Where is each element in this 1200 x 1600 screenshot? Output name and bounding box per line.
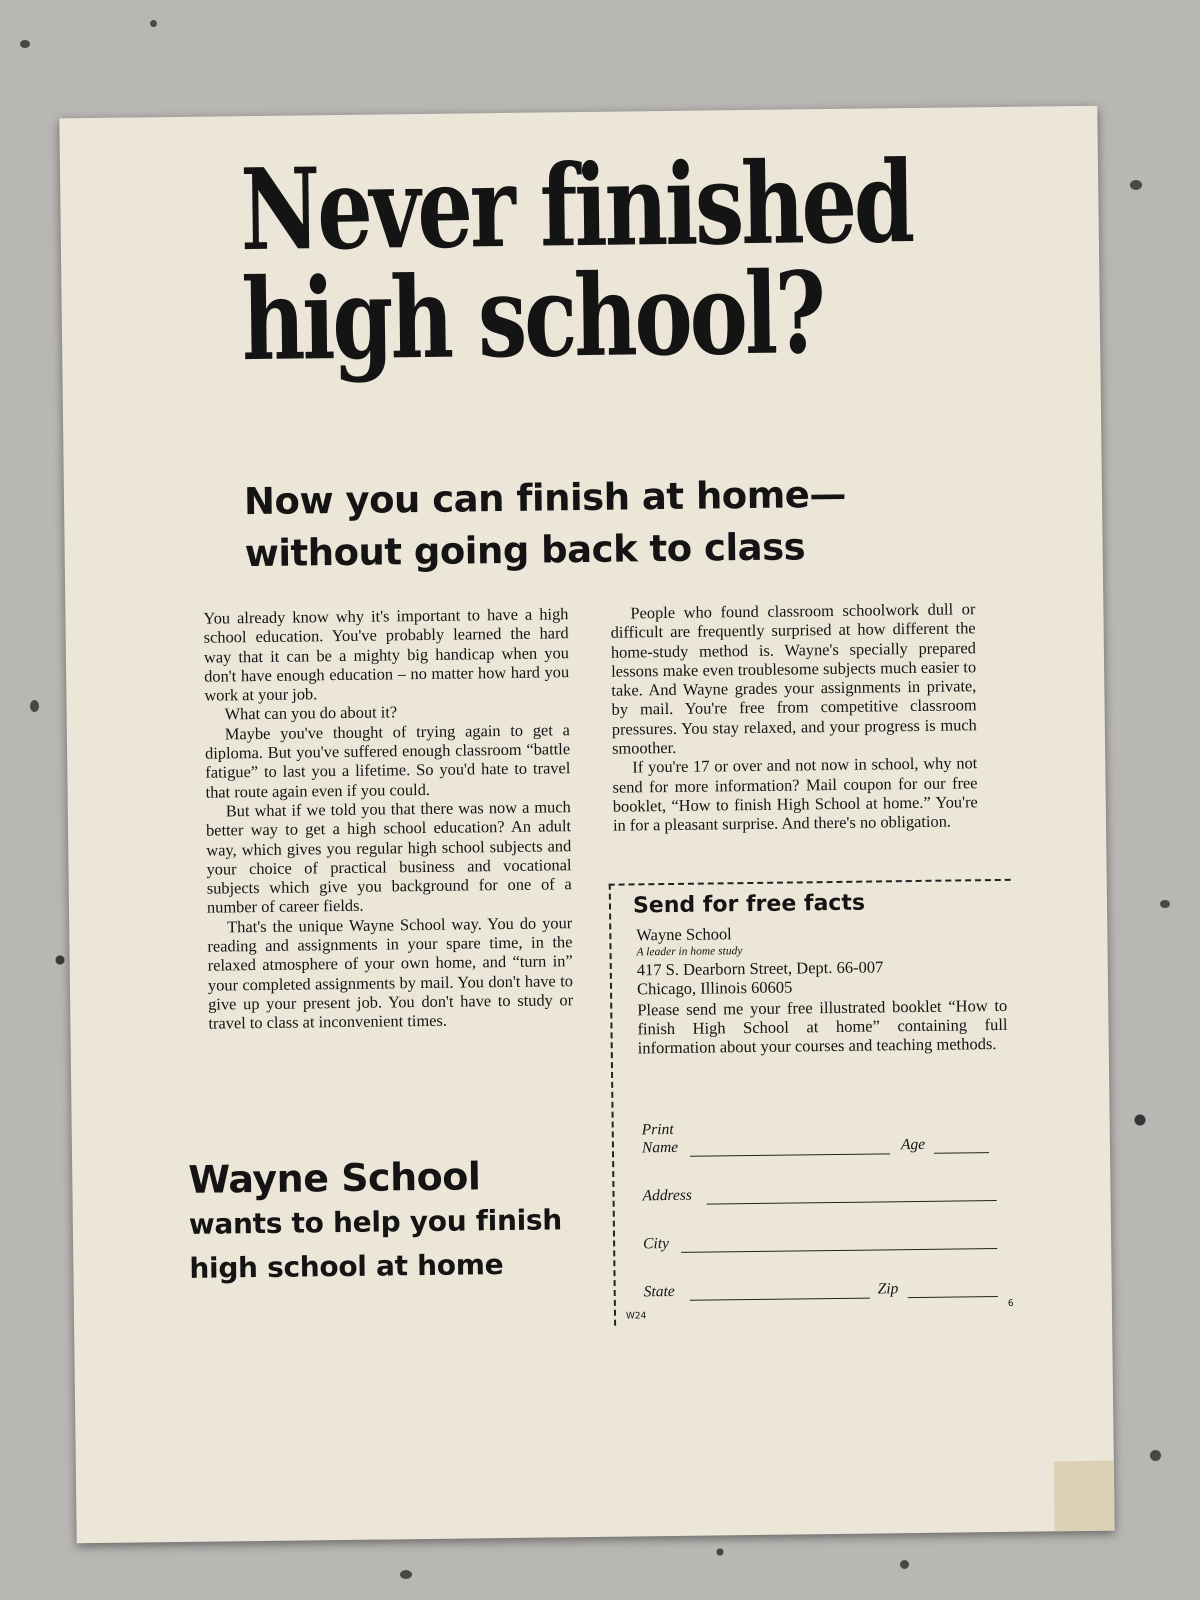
countertop-speck (900, 1560, 909, 1569)
brand-block (188, 1152, 590, 1291)
age-label: Age (900, 1135, 926, 1154)
body-paragraph: If you're 17 or over and not now in school, why not send for more information? Mail coupon for our free booklet, “How to finish High School at home.” You're in for a pleasant surprise. And there's no obligation. (612, 753, 978, 835)
subheadline-line-1: Now you can finish at home— (243, 472, 847, 524)
magazine-back-cover (59, 106, 1114, 1544)
headline-line-2: high school? (241, 248, 824, 387)
brand-tagline-2: high school at home (189, 1248, 504, 1285)
countertop-speck (400, 1570, 412, 1579)
headline-line-1: Never finished (239, 136, 913, 277)
address-field[interactable] (707, 1199, 997, 1205)
countertop-speck (1160, 900, 1170, 908)
countertop-speck (1150, 1450, 1161, 1461)
body-paragraph: What can you do about it? (224, 702, 398, 724)
body-paragraph: People who found classroom schoolwork dull or difficult are frequently surprised at how different the home-study method is. Wayne's specially prepared lessons make even troublesome subjects much easier to take. And Wayne grades your assignments in private, by mail. You're free from competitive classroom pressures. You stay relaxed, and your progress is much smoother. (610, 599, 977, 758)
city-field[interactable] (681, 1247, 997, 1253)
city-address: Chicago, Illinois 60605 (636, 977, 793, 999)
street-address: 417 S. Dearborn Street, Dept. 66-007 (636, 957, 884, 980)
state-label: State (643, 1282, 675, 1301)
mail-coupon[interactable] (609, 879, 1016, 1326)
coupon-request-text: Please send me your free illustrated booklet “How to finish High School at home” containing full information about your courses and teaching methods. (637, 995, 1008, 1058)
body-paragraph: You already know why it's important to have a high school education. You've probably learned the hard way that it can be a mighty big handicap when you don't have enough education – no matter how hard you work at your job. (203, 604, 570, 705)
right-body-column (610, 599, 978, 835)
headline (239, 136, 913, 387)
body-paragraph: But what if we told you that there was now a much better way to get a high school education? An adult way, which gives you regular high school subjects and your choice of practical business and vocational subjects which give you background for one of a number of career fields. (205, 797, 572, 918)
countertop-speck (1130, 180, 1142, 190)
name-label: Name (641, 1138, 679, 1157)
page-number: 6 (1007, 1298, 1014, 1309)
name-field[interactable] (690, 1152, 890, 1156)
corner-stain (1054, 1461, 1115, 1532)
zip-label: Zip (877, 1280, 899, 1298)
coupon-title: Send for free facts (632, 890, 866, 919)
subheadline-line-2: without going back to class (244, 525, 806, 576)
address-label: Address (642, 1186, 693, 1205)
left-body-column (203, 604, 573, 1033)
zip-field[interactable] (908, 1295, 998, 1298)
coupon-address (636, 921, 1008, 1058)
print-label: Print (641, 1120, 674, 1139)
city-label: City (643, 1235, 670, 1253)
body-paragraph: Maybe you've thought of trying again to get a diploma. But you've suffered enough classroom “battle fatigue” to last you a lifetime. So you'd hate to travel that route again even if you could. (204, 719, 571, 802)
school-tagline: A leader in home study (636, 945, 743, 959)
body-paragraph: That's the unique Wayne School way. You do your reading and assignments in your spare time, in the relaxed atmosphere of your own home, and “turn in” your completed assignments by mail. You don't have to give up your present job. You don't have to study or travel to class at inconvenient times. (207, 912, 574, 1033)
coupon-code: W24 (625, 1311, 647, 1322)
state-field[interactable] (690, 1297, 870, 1301)
countertop-speck (30, 700, 39, 712)
school-name: Wayne School (636, 924, 732, 945)
countertop-speck (20, 40, 30, 48)
brand-name: Wayne School (188, 1154, 481, 1202)
age-field[interactable] (934, 1151, 989, 1154)
countertop-speck (150, 20, 157, 27)
subheadline (244, 469, 865, 581)
brand-tagline-1: wants to help you finish (188, 1203, 563, 1241)
